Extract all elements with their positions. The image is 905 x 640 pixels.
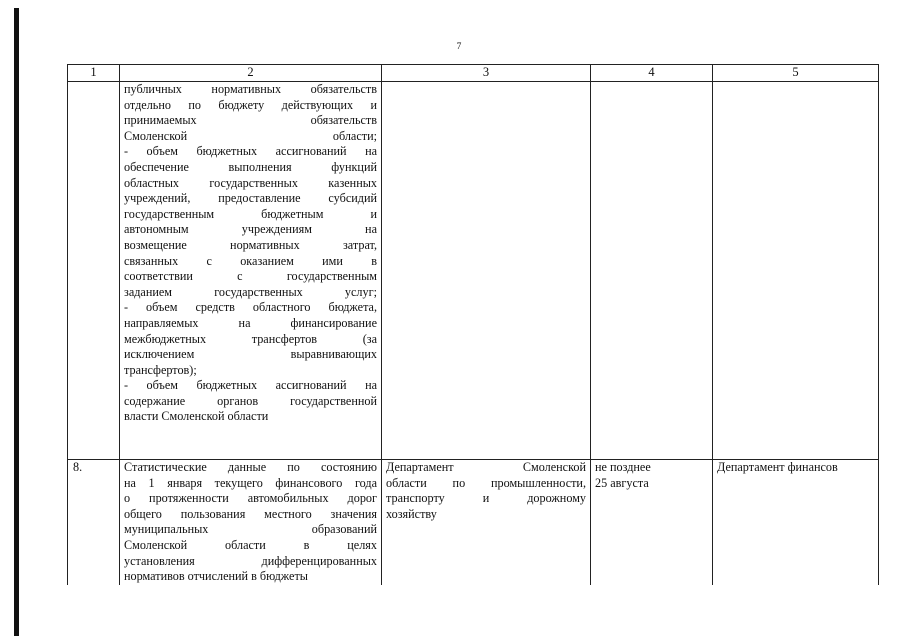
- text-line: направляемых на финансирование: [124, 315, 377, 330]
- text-line: - объем бюджетных ассигнований на: [124, 378, 377, 393]
- text-line: не позднее: [595, 460, 651, 474]
- table-row-8: [68, 460, 879, 586]
- column-header-1: 1: [68, 65, 120, 82]
- page-number: 7: [456, 42, 462, 52]
- column-header-2: 2: [120, 65, 382, 82]
- text-line: отдельно по бюджету действующих и: [124, 97, 377, 112]
- recipient-cell: Департамент финансов: [713, 460, 879, 586]
- text-line: учреждений, предоставление субсидий: [124, 191, 377, 206]
- column-header-4: 4: [591, 65, 713, 82]
- text-line: Статистические данные по состоянию: [124, 460, 377, 474]
- deadline-cell: [591, 82, 713, 460]
- description-cell: [120, 82, 382, 460]
- text-line: на 1 января текущего финансового года: [124, 475, 377, 490]
- text-line: муниципальных образований: [124, 522, 377, 537]
- text-line: принимаемых обязательств: [124, 113, 377, 128]
- text-line: хозяйству: [386, 506, 437, 521]
- text-line: исключением выравнивающих: [124, 347, 377, 362]
- text-line: - объем средств областного бюджета,: [124, 300, 377, 315]
- schedule-table: [67, 64, 879, 585]
- text-line: заданием государственных услуг;: [124, 284, 377, 299]
- text-line: автономным учреждениям на: [124, 222, 377, 237]
- table-row-continuation: [68, 82, 879, 460]
- text-line: возмещение нормативных затрат,: [124, 237, 377, 252]
- text-line: установления дифференцированных: [124, 553, 377, 568]
- recipient-cell: [713, 82, 879, 460]
- text-line: Департамент Смоленской: [386, 460, 586, 474]
- text-line: областных государственных казенных: [124, 175, 377, 190]
- text-line: Смоленской области;: [124, 128, 377, 143]
- text-line: соответствии с государственным: [124, 269, 377, 284]
- responsible-cell: [382, 82, 591, 460]
- responsible-cell: [382, 460, 591, 586]
- description-cell: [120, 460, 382, 586]
- text-line: о протяженности автомобильных дорог: [124, 491, 377, 506]
- text-line: публичных нормативных обязательств: [124, 82, 377, 96]
- text-line: содержание органов государственной: [124, 393, 377, 408]
- text-line: власти Смоленской области: [124, 409, 269, 424]
- text-line: - объем бюджетных ассигнований на: [124, 144, 377, 159]
- deadline-text: [595, 460, 708, 491]
- table-header-row: [68, 65, 879, 82]
- responsible-text: [386, 460, 586, 522]
- row-number-cell: [68, 82, 120, 460]
- text-line: Смоленской области в целях: [124, 537, 377, 552]
- deadline-cell: [591, 460, 713, 586]
- text-line: межбюджетных трансфертов (за: [124, 331, 377, 346]
- text-line: транспорту и дорожному: [386, 491, 586, 506]
- text-line: обеспечение выполнения функций: [124, 159, 377, 174]
- text-line: области по промышленности,: [386, 475, 586, 490]
- text-line: трансфертов);: [124, 362, 197, 377]
- scan-edge-bar: [14, 8, 19, 636]
- row-number-cell: 8.: [68, 460, 120, 586]
- column-header-3: 3: [382, 65, 591, 82]
- text-line: 25 августа: [595, 475, 649, 490]
- text-line: нормативов отчислений в бюджеты: [124, 569, 308, 584]
- text-line: общего пользования местного значения: [124, 506, 377, 521]
- description-text: [124, 460, 377, 585]
- description-text: [124, 82, 377, 425]
- text-line: связанных с оказанием ими в: [124, 253, 377, 268]
- column-header-5: 5: [713, 65, 879, 82]
- text-line: государственным бюджетным и: [124, 206, 377, 221]
